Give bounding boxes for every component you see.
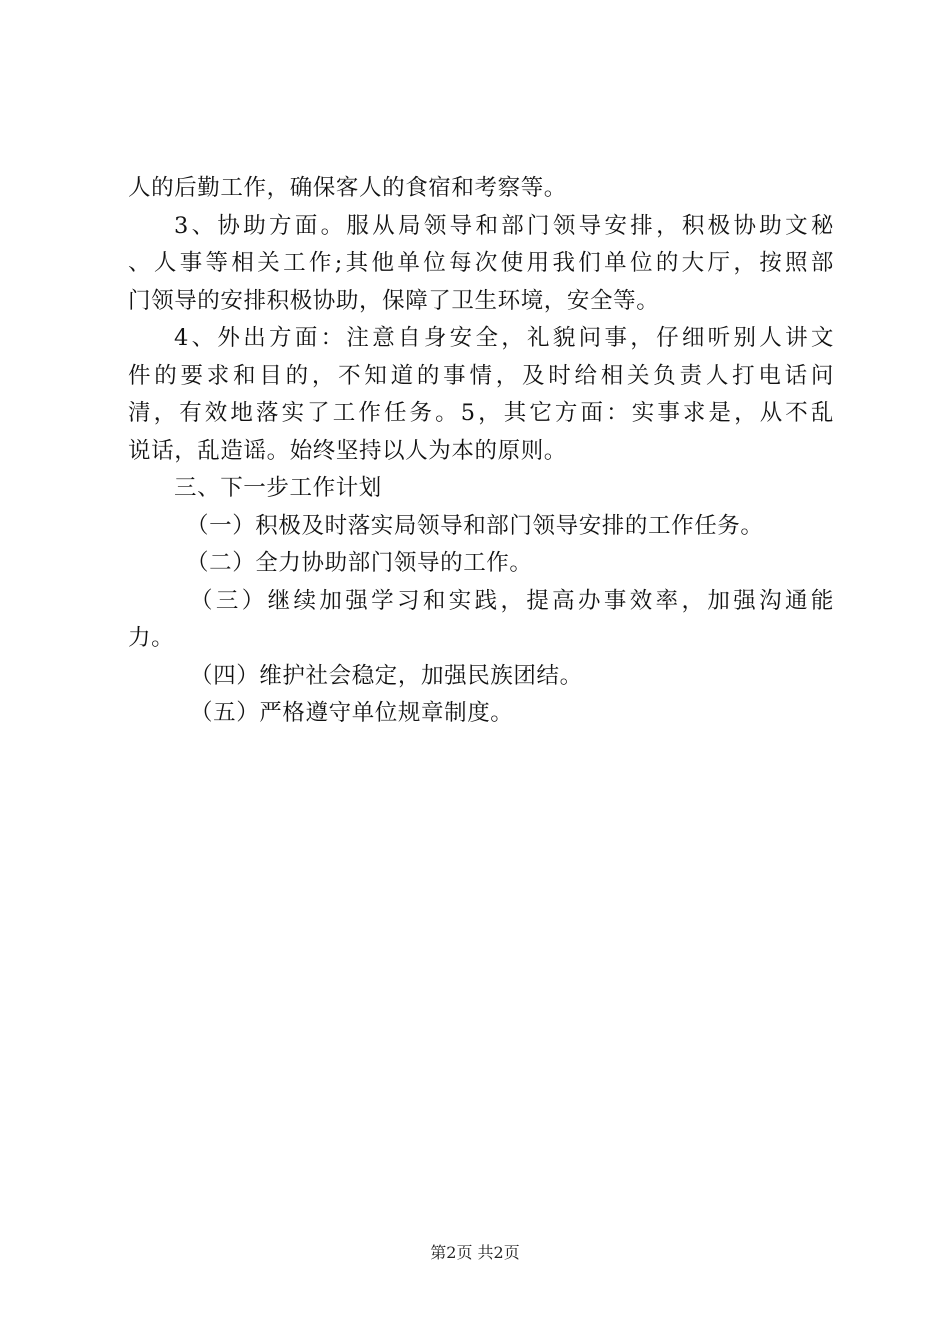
text-line: 门领导的安排积极协助，保障了卫生环境，安全等。 <box>128 287 660 314</box>
text-line: 力。 <box>128 625 175 651</box>
page-number: 第2页 共2页 <box>430 1243 520 1262</box>
text-line: 4、外出方面：注意自身安全，礼貌问事，仔细听别人讲文 <box>174 325 834 351</box>
text-line: 3、协助方面。服从局领导和部门领导安排，积极协助文秘 <box>174 212 834 239</box>
list-item: （一）积极及时落实局领导和部门领导安排的工作任务。 <box>186 512 764 539</box>
page-footer <box>0 1242 950 1264</box>
list-item: （五）严格遵守单位规章制度。 <box>190 700 514 726</box>
list-item: （三）继续加强学习和实践，提高办事效率，加强沟通能 <box>190 587 834 614</box>
text-line: 清，有效地落实了工作任务。5，其它方面：实事求是，从不乱 <box>128 400 834 426</box>
body-text <box>128 170 834 733</box>
text-line: 人的后勤工作，确保客人的食宿和考察等。 <box>128 175 567 201</box>
list-item: （四）维护社会稳定，加强民族团结。 <box>190 662 583 689</box>
text-line: 、人事等相关工作;其他单位每次使用我们单位的大厅，按照部 <box>128 250 834 276</box>
text-line: 说话，乱造谣。始终坚持以人为本的原则。 <box>128 437 567 464</box>
list-item: （二）全力协助部门领导的工作。 <box>186 550 533 576</box>
text-line: 件的要求和目的，不知道的事情，及时给相关负责人打电话问 <box>128 362 834 389</box>
section-heading: 三、下一步工作计划 <box>174 475 382 501</box>
